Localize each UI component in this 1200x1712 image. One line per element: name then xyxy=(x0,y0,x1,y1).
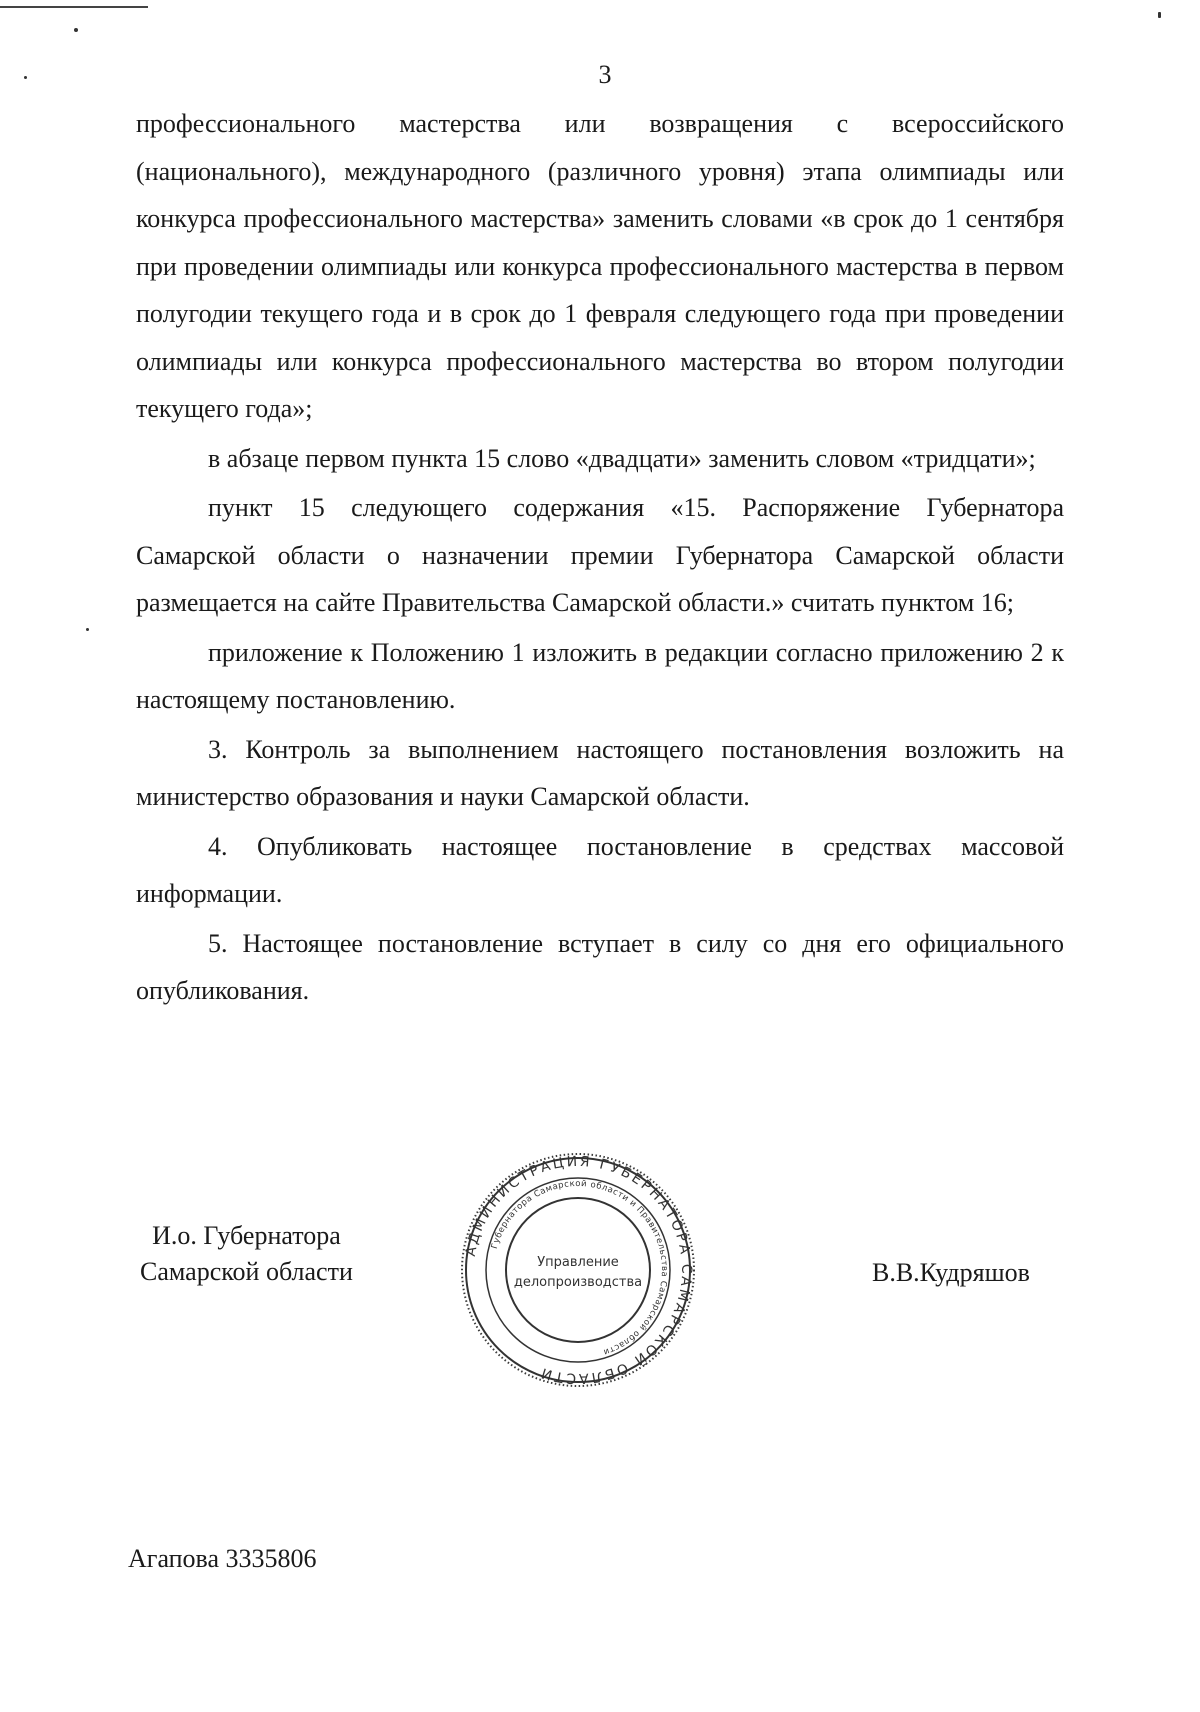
signatory-position xyxy=(140,1218,353,1290)
scan-speck xyxy=(1158,12,1161,18)
scan-artifact-line xyxy=(0,6,148,8)
signatory-name: В.В.Кудряшов xyxy=(872,1258,1030,1287)
official-stamp xyxy=(458,1150,698,1390)
paragraph-continuation: профессионального мастерства или возвращения с всероссийского (национального), международного (различного уровня) этапа олимпиады или конкурса профессионального мастерства» заменить словами «в срок до 1 сентября при проведении олимпиады или конкурса профессионального мастерства в первом полугодии текущего года и в срок до 1 февраля следующего года при проведении олимпиады или конкурса профессионального мастерства во втором полугодии текущего года»; xyxy=(136,109,1064,423)
paragraph: приложение к Положению 1 изложить в редакции согласно приложению 2 к настоящему постановлению. xyxy=(136,637,1064,714)
paragraph-item-5: 5. Настоящее постановление вступает в силу со дня его официального опубликования. xyxy=(136,928,1064,1005)
document-body xyxy=(136,100,1064,1015)
executor-contact: Агапова 3335806 xyxy=(128,1544,317,1573)
stamp-center-line1: Управление xyxy=(537,1255,619,1270)
paragraph: пункт 15 следующего содержания «15. Распоряжение Губернатора Самарской области о назначении премии Губернатора Самарской области размещается на сайте Правительства Самарской области.» считать пунктом 16; xyxy=(136,493,1064,617)
page-number: 3 xyxy=(598,60,612,89)
paragraph-item-4: 4. Опубликовать настоящее постановление в средствах массовой информации. xyxy=(136,831,1064,908)
scan-speck xyxy=(86,628,89,631)
paragraph: в абзаце первом пункта 15 слово «двадцати» заменить словом «тридцати»; xyxy=(208,443,1036,473)
paragraph-item-3: 3. Контроль за выполнением настоящего постановления возложить на министерство образования и науки Самарской области. xyxy=(136,734,1064,811)
signatory-position-line1: И.о. Губернатора xyxy=(152,1221,341,1250)
scan-speck xyxy=(24,76,27,79)
stamp-center-line2: делопроизводства xyxy=(513,1275,643,1290)
stamp-inner-ring-text: Губернатора Самарской области и Правительства Самарской области xyxy=(489,1178,670,1357)
signatory-position-line2: Самарской области xyxy=(140,1257,353,1286)
stamp-outer-text: АДМИНИСТРАЦИЯ ГУБЕРНАТОРА САМАРСКОЙ ОБЛАСТИ xyxy=(462,1153,695,1387)
scan-speck xyxy=(74,28,78,32)
